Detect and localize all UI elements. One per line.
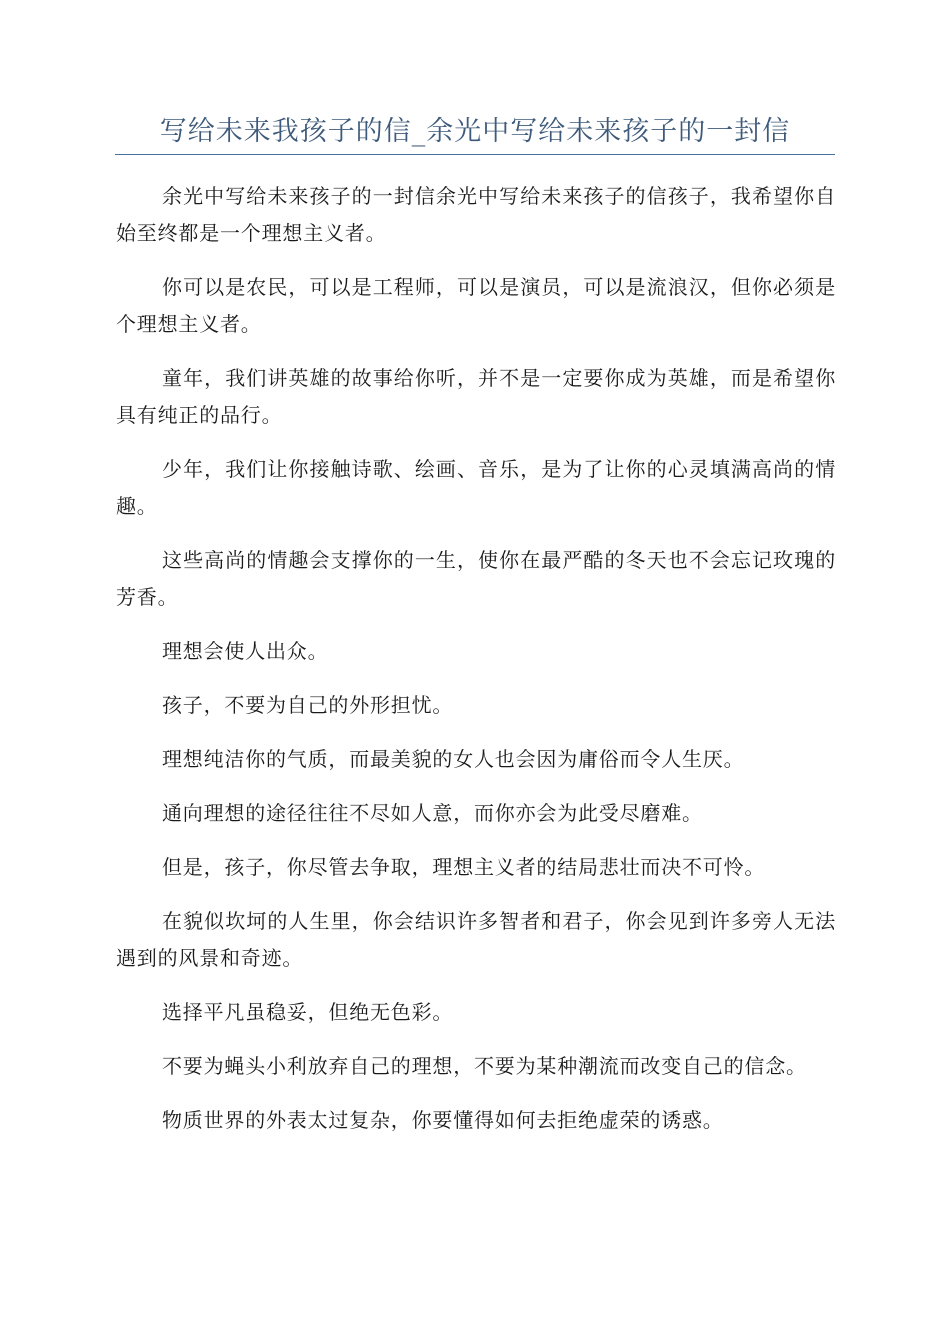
paragraph: 不要为蝇头小利放弃自己的理想，不要为某种潮流而改变自己的信念。: [162, 1054, 807, 1078]
paragraph: 孩子，不要为自己的外形担忧。: [162, 693, 454, 717]
paragraph: 余光中写给未来孩子的一封信余光中写给未来孩子的信孩子，我希望你自始至终都是一个理想主义者。: [116, 184, 836, 245]
paragraph: 选择平凡虽稳妥，但绝无色彩。: [162, 1000, 454, 1024]
paragraph: 这些高尚的情趣会支撑你的一生，使你在最严酷的冬天也不会忘记玫瑰的芳香。: [116, 548, 836, 609]
paragraph: 在貌似坎坷的人生里，你会结识许多智者和君子，你会见到许多旁人无法遇到的风景和奇迹。: [116, 909, 836, 970]
paragraph: 理想会使人出众。: [162, 639, 329, 663]
paragraph: 物质世界的外表太过复杂，你要懂得如何去拒绝虚荣的诱惑。: [162, 1108, 724, 1132]
paragraph: 童年，我们讲英雄的故事给你听，并不是一定要你成为英雄，而是希望你具有纯正的品行。: [116, 366, 836, 427]
paragraph: 少年，我们让你接触诗歌、绘画、音乐，是为了让你的心灵填满高尚的情趣。: [116, 457, 836, 518]
title-underline: [115, 154, 835, 155]
paragraph: 理想纯洁你的气质，而最美貌的女人也会因为庸俗而令人生厌。: [162, 747, 745, 771]
paragraph: 你可以是农民，可以是工程师，可以是演员，可以是流浪汉，但你必须是个理想主义者。: [116, 275, 836, 336]
page-title: 写给未来我孩子的信_余光中写给未来孩子的一封信: [159, 116, 791, 147]
paragraph: 但是，孩子，你尽管去争取，理想主义者的结局悲壮而决不可怜。: [162, 855, 766, 879]
paragraph: 通向理想的途径往往不尽如人意，而你亦会为此受尽磨难。: [162, 801, 703, 825]
document-body: [116, 178, 836, 1156]
